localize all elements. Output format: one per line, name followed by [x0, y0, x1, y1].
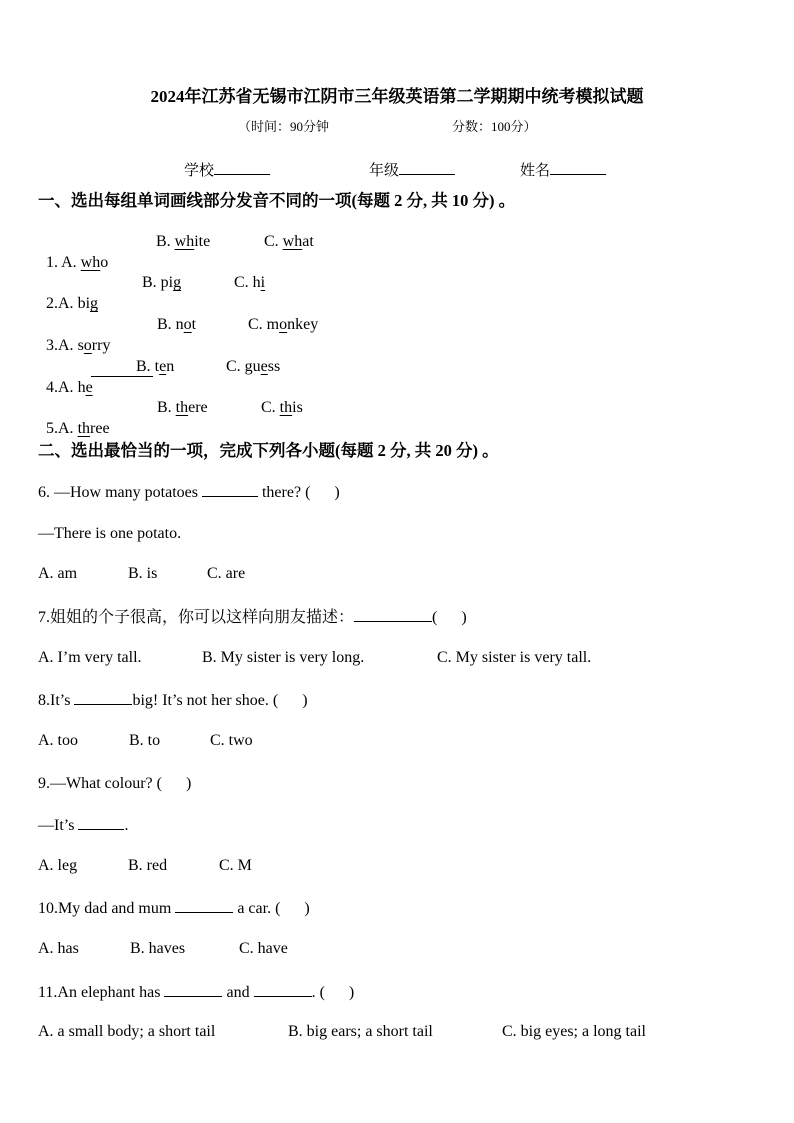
question-2: 2.A. big [46, 295, 99, 312]
question-11-blank-2[interactable] [254, 982, 312, 997]
question-10: 10.My dad and mum a car. ( ) [38, 900, 310, 917]
question-6-blank[interactable] [202, 482, 258, 497]
school-label: 学校 [184, 163, 215, 179]
question-10-option-a[interactable]: A. has [38, 940, 79, 957]
question-7-option-c[interactable]: C. My sister is very tall. [437, 649, 592, 666]
question-1-option-c[interactable]: C. what [264, 233, 314, 250]
grade-blank[interactable] [399, 160, 455, 175]
question-6: 6. —How many potatoes there? ( ) [38, 484, 340, 501]
question-4-option-b[interactable]: B. ten [136, 358, 175, 375]
question-2-option-b[interactable]: B. pig [142, 274, 182, 291]
grade-label: 年级 [369, 163, 400, 179]
section-2-heading: 二、选出最恰当的一项，完成下列各小题(每题 2 分, 共 20 分) 。 [38, 441, 499, 460]
question-11-option-a[interactable]: A. a small body; a short tail [38, 1023, 216, 1040]
question-6-option-b[interactable]: B. is [128, 565, 158, 582]
question-11: 11.An elephant has and . ( ) [38, 984, 355, 1001]
question-1-option-b[interactable]: B. white [156, 233, 211, 250]
name-field[interactable] [520, 160, 606, 181]
question-9-option-b[interactable]: B. red [128, 857, 168, 874]
question-10-option-b[interactable]: B. haves [130, 940, 186, 957]
question-11-blank-1[interactable] [164, 982, 222, 997]
exam-time: （时间：90分钟 [238, 119, 330, 134]
school-field[interactable] [184, 160, 270, 181]
question-11-option-c[interactable]: C. big eyes; a long tail [502, 1023, 646, 1040]
question-6-option-c[interactable]: C. are [207, 565, 246, 582]
question-10-blank[interactable] [175, 898, 233, 913]
question-7-option-a[interactable]: A. I’m very tall. [38, 649, 142, 666]
page-title: 2024年江苏省无锡市江阴市三年级英语第二学期期中统考模拟试题 [150, 87, 644, 106]
question-2-option-c[interactable]: C. hi [234, 274, 266, 291]
question-4-option-c[interactable]: C. guess [226, 358, 281, 375]
exam-score: 分数：100分） [452, 119, 537, 134]
question-3-option-b[interactable]: B. not [157, 316, 197, 333]
question-9-answer: —It’s . [38, 817, 129, 834]
question-1: 1. A. who [46, 254, 109, 271]
question-11-option-b[interactable]: B. big ears; a short tail [288, 1023, 433, 1040]
question-10-option-c[interactable]: C. have [239, 940, 288, 957]
question-8-option-a[interactable]: A. too [38, 732, 78, 749]
name-label: 姓名 [520, 163, 551, 179]
question-9-blank[interactable] [78, 815, 124, 830]
question-9: 9.—What colour? ( ) [38, 775, 192, 792]
section-1-heading: 一、选出每组单词画线部分发音不同的一项(每题 2 分, 共 10 分) 。 [38, 191, 516, 210]
question-6-option-a[interactable]: A. am [38, 565, 78, 582]
question-8-blank[interactable] [74, 690, 132, 705]
question-3-option-c[interactable]: C. monkey [248, 316, 319, 333]
question-4-stray-underline [91, 376, 153, 377]
grade-field[interactable] [369, 160, 455, 181]
question-4: 4.A. he [46, 379, 93, 396]
question-9-option-a[interactable]: A. leg [38, 857, 78, 874]
question-5: 5.A. three [46, 420, 110, 437]
question-3: 3.A. sorry [46, 337, 111, 354]
question-8: 8.It’s big! It’s not her shoe. ( ) [38, 692, 308, 709]
school-blank[interactable] [214, 160, 270, 175]
question-5-option-b[interactable]: B. there [157, 399, 208, 416]
question-6-answer: —There is one potato. [38, 525, 182, 542]
question-9-option-c[interactable]: C. M [219, 857, 252, 874]
question-7-blank[interactable] [354, 607, 432, 622]
question-7-option-b[interactable]: B. My sister is very long. [202, 649, 365, 666]
question-8-option-c[interactable]: C. two [210, 732, 253, 749]
name-blank[interactable] [550, 160, 606, 175]
question-5-option-c[interactable]: C. this [261, 399, 303, 416]
question-8-option-b[interactable]: B. to [129, 732, 161, 749]
question-7: 7.姐姐的个子很高，你可以这样向朋友描述： ( ) [38, 609, 467, 626]
